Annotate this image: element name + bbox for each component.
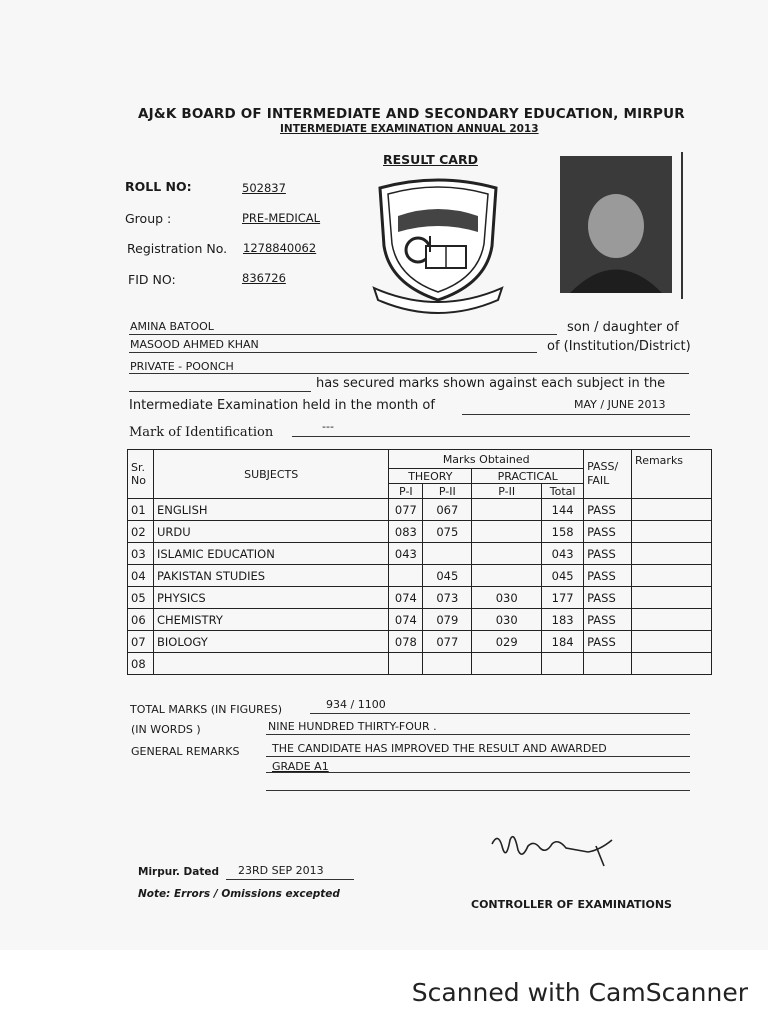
mark-id-label: Mark of Identification	[129, 425, 274, 440]
row-status: PASS	[584, 609, 632, 631]
row-practical-p2	[472, 543, 542, 565]
row-total: 184	[542, 631, 584, 653]
row-theory-p1: 078	[389, 631, 423, 653]
header-remarks: Remarks	[632, 450, 712, 499]
general-remarks-label: GENERAL REMARKS	[131, 745, 240, 758]
row-status: PASS	[584, 565, 632, 587]
row-sr: 04	[128, 565, 154, 587]
row-theory-p2: 075	[423, 521, 472, 543]
exam-month: MAY / JUNE 2013	[574, 398, 666, 411]
row-total: 158	[542, 521, 584, 543]
total-words-label: (IN WORDS )	[131, 723, 201, 736]
row-total: 144	[542, 499, 584, 521]
controller-signature	[488, 826, 618, 876]
row-status: PASS	[584, 543, 632, 565]
mark-id-line	[292, 436, 690, 437]
roll-label: ROLL NO:	[125, 179, 192, 194]
photo-frame-line	[681, 152, 683, 299]
row-sr: 06	[128, 609, 154, 631]
institution-line	[129, 373, 689, 374]
header-sr: Sr. No	[128, 450, 154, 499]
table-row	[128, 587, 712, 609]
row-sr: 05	[128, 587, 154, 609]
row-sr: 08	[128, 653, 154, 675]
row-theory-p2	[423, 543, 472, 565]
remarks-line-3	[266, 790, 690, 791]
exam-title: INTERMEDIATE EXAMINATION ANNUAL 2013	[280, 123, 539, 135]
candidate-photo	[560, 156, 672, 293]
table-row	[128, 653, 712, 675]
row-total: 183	[542, 609, 584, 631]
row-practical-p2	[472, 499, 542, 521]
row-subject	[153, 653, 388, 675]
header-theory-p1: P-I	[389, 484, 423, 499]
row-remarks	[632, 499, 712, 521]
scanner-footer	[0, 950, 768, 1024]
month-line	[462, 414, 690, 415]
figures-line	[310, 713, 690, 714]
table-row	[128, 631, 712, 653]
candidate-name: AMINA BATOOL	[130, 320, 214, 333]
row-status: PASS	[584, 631, 632, 653]
header-theory-p2: P-II	[423, 484, 472, 499]
row-practical-p2: 029	[472, 631, 542, 653]
dated-value: 23RD SEP 2013	[238, 864, 324, 877]
institution-value: PRIVATE - POONCH	[130, 360, 234, 373]
row-remarks	[632, 565, 712, 587]
name-line	[129, 334, 557, 335]
institution-label: of (Institution/District)	[547, 339, 691, 354]
general-remarks-line2: GRADE A1	[272, 760, 329, 773]
row-remarks	[632, 543, 712, 565]
row-theory-p2: 077	[423, 631, 472, 653]
board-seal-logo	[368, 176, 508, 316]
row-practical-p2	[472, 565, 542, 587]
row-subject: CHEMISTRY	[153, 609, 388, 631]
row-subject: PAKISTAN STUDIES	[153, 565, 388, 587]
row-theory-p2: 045	[423, 565, 472, 587]
header-practical-p2: P-II	[472, 484, 542, 499]
row-total	[542, 653, 584, 675]
row-practical-p2: 030	[472, 609, 542, 631]
fid-label: FID NO:	[128, 272, 176, 287]
general-remarks-line1: THE CANDIDATE HAS IMPROVED THE RESULT AND AWARDED	[272, 742, 607, 755]
row-theory-p2: 079	[423, 609, 472, 631]
row-total: 043	[542, 543, 584, 565]
roll-value: 502837	[242, 181, 286, 195]
header-practical: PRACTICAL	[472, 469, 584, 484]
row-practical-p2	[472, 653, 542, 675]
row-theory-p1: 083	[389, 521, 423, 543]
controller-label: CONTROLLER OF EXAMINATIONS	[471, 898, 672, 911]
row-practical-p2	[472, 521, 542, 543]
header-pass-fail: PASS/ FAIL	[584, 450, 632, 499]
camscanner-watermark: Scanned with CamScanner	[411, 978, 748, 1007]
errors-note: Note: Errors / Omissions excepted	[138, 888, 340, 900]
secured-text: has secured marks shown against each subject in the	[316, 376, 666, 391]
father-line	[129, 352, 537, 353]
row-theory-p2: 073	[423, 587, 472, 609]
marks-body	[128, 499, 712, 675]
table-row	[128, 543, 712, 565]
row-total: 177	[542, 587, 584, 609]
row-theory-p1: 077	[389, 499, 423, 521]
row-theory-p1	[389, 653, 423, 675]
secured-line	[129, 391, 311, 392]
table-row	[128, 521, 712, 543]
registration-value: 1278840062	[243, 241, 317, 255]
remarks-line-2	[266, 772, 690, 773]
row-status: PASS	[584, 499, 632, 521]
row-subject: ENGLISH	[153, 499, 388, 521]
row-subject: ISLAMIC EDUCATION	[153, 543, 388, 565]
row-remarks	[632, 631, 712, 653]
total-words-value: NINE HUNDRED THIRTY-FOUR .	[268, 720, 437, 733]
table-row	[128, 565, 712, 587]
registration-label: Registration No.	[127, 241, 228, 256]
row-status: PASS	[584, 521, 632, 543]
son-daughter-label: son / daughter of	[567, 320, 679, 335]
total-figures-label: TOTAL MARKS (IN FIGURES)	[130, 703, 283, 716]
mark-id-value: ---	[322, 420, 334, 433]
row-status	[584, 653, 632, 675]
row-remarks	[632, 653, 712, 675]
row-theory-p1	[389, 565, 423, 587]
group-label: Group :	[125, 211, 172, 226]
dated-label: Mirpur. Dated	[138, 866, 220, 878]
row-practical-p2: 030	[472, 587, 542, 609]
row-subject: PHYSICS	[153, 587, 388, 609]
row-sr: 07	[128, 631, 154, 653]
row-theory-p1: 043	[389, 543, 423, 565]
header-subjects: SUBJECTS	[153, 450, 388, 499]
row-sr: 03	[128, 543, 154, 565]
words-line	[266, 734, 690, 735]
row-remarks	[632, 521, 712, 543]
row-subject: BIOLOGY	[153, 631, 388, 653]
group-value: PRE-MEDICAL	[242, 211, 321, 225]
row-total: 045	[542, 565, 584, 587]
table-row	[128, 609, 712, 631]
fid-value: 836726	[242, 271, 286, 285]
father-name: MASOOD AHMED KHAN	[130, 338, 259, 351]
total-figures-value: 934 / 1100	[326, 698, 386, 711]
remarks-line-1	[266, 756, 690, 757]
header-marks-obtained: Marks Obtained	[389, 450, 584, 469]
header-theory: THEORY	[389, 469, 472, 484]
table-row	[128, 499, 712, 521]
row-sr: 01	[128, 499, 154, 521]
row-theory-p1: 074	[389, 587, 423, 609]
row-remarks	[632, 587, 712, 609]
header-total: Total	[542, 484, 584, 499]
held-text: Intermediate Examination held in the month of	[129, 398, 435, 413]
result-card-title: RESULT CARD	[383, 152, 478, 167]
row-theory-p2: 067	[423, 499, 472, 521]
board-title: AJ&K BOARD OF INTERMEDIATE AND SECONDARY EDUCATION, MIRPUR	[138, 106, 685, 122]
marks-table	[127, 449, 712, 675]
row-remarks	[632, 609, 712, 631]
row-status: PASS	[584, 587, 632, 609]
row-theory-p1: 074	[389, 609, 423, 631]
dated-line	[226, 879, 354, 880]
row-sr: 02	[128, 521, 154, 543]
row-theory-p2	[423, 653, 472, 675]
row-subject: URDU	[153, 521, 388, 543]
